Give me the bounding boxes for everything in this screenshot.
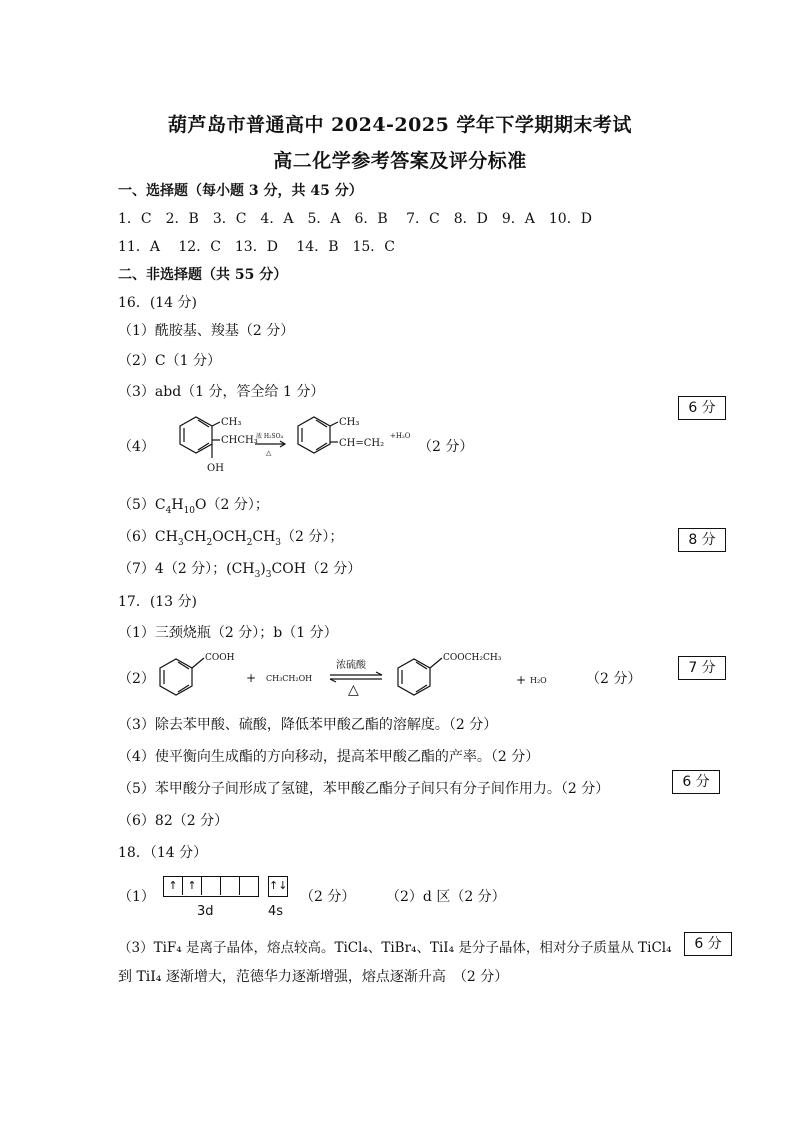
q16-delta: △ <box>266 449 272 457</box>
q17-plus-2: + <box>516 673 527 687</box>
q16-water: +H₂O <box>390 432 411 440</box>
q17-part6: （6）82（2 分） <box>118 813 229 829</box>
q17-water: H₂O <box>530 676 547 685</box>
benzene-ring-right <box>298 417 330 453</box>
orbital-4s-label: 4s <box>268 904 284 919</box>
q16-part4-label: （4） <box>118 439 155 455</box>
q17-score-box-1: 7 分 <box>678 656 726 680</box>
q17-esterification-scheme <box>150 648 590 708</box>
q17-ethanol: CH₃CH₂OH <box>266 674 313 683</box>
mc-answers-row2: 11．A 12．C 13．D 14．B 15．C <box>118 239 396 255</box>
q17-plus-1: + <box>246 671 257 685</box>
orbital-4s: ↑↓ <box>268 876 288 897</box>
q16-condition: 浓 H₂SO₄ <box>256 433 283 440</box>
q17-ester: COOCH₂CH₃ <box>443 653 502 663</box>
q18-part3-line1: （3）TiF₄ 是离子晶体，熔点较高。TiCl₄、TiBr₄、TiI₄ 是分子晶体，相对分子质量从 TiCl₄ <box>118 940 672 956</box>
q17-delta: △ <box>348 682 359 698</box>
q16-ch3-left: CH₃ <box>221 417 242 428</box>
q16-part6: $(6)CH_3CH_2OCH_2CH_3(2$ 分）； <box>118 529 344 548</box>
q18-part3-line2: 到 TiI₄ 逐渐增大，范德华力逐渐增强，熔点逐渐升高 （2 分） <box>118 969 509 985</box>
q18-score-box-1: 6 分 <box>684 932 732 956</box>
q17-part3: （3）除去苯甲酸、硫酸，降低苯甲酸乙酯的溶解度。（2 分） <box>118 717 498 733</box>
q18-header: 18．（14 分） <box>118 845 208 861</box>
q18-part1-label: （1） <box>118 889 155 905</box>
q17-score-box-2: 6 分 <box>672 770 720 794</box>
q16-chch3: CHCH₃ <box>221 435 258 446</box>
q16-score-box-1: 6 分 <box>678 396 726 420</box>
q17-part2-label: （2） <box>118 671 155 687</box>
q16-part5: $(5)C_4H_{10}O(2$ 分）； <box>118 497 269 516</box>
section1-heading: 一、选择题（每小题 3 分，共 45 分） <box>118 183 363 199</box>
q17-part2-score: （2 分） <box>586 671 642 687</box>
exam-subtitle: 高二化学参考答案及评分标准 <box>273 150 527 172</box>
q16-part7: （7）4（2 分）；$(CH_3)_3COH(2$ 分） <box>118 561 362 580</box>
q16-chch2: CH=CH₂ <box>339 438 385 449</box>
q16-part2: （2）C（1 分） <box>118 353 221 369</box>
q16-part1: （1）酰胺基、羧基（2 分） <box>118 323 295 339</box>
q17-part5: （5）苯甲酸分子间形成了氢键，苯甲酸乙酯分子间只有分子间作用力。（2 分） <box>118 781 610 797</box>
section2-heading: 二、非选择题（共 55 分） <box>118 267 288 283</box>
q16-header: 16．(14 分) <box>118 295 198 311</box>
orbital-3d-label: 3d <box>197 904 214 919</box>
q16-ch3-right: CH₃ <box>339 417 360 428</box>
q17-header: 17．(13 分) <box>118 594 198 610</box>
q17-part4: （4）使平衡向生成酯的方向移动，提高苯甲酸乙酯的产率。（2 分） <box>118 749 540 765</box>
q16-part4-score: （2 分） <box>418 439 474 455</box>
q18-part2: （2）d 区（2 分） <box>386 889 506 905</box>
exam-title: 葫芦岛市普通高中 2024-2025 学年下学期期末考试 <box>168 114 632 136</box>
q16-part3: （3）abd（1 分，答全给 1 分） <box>118 384 325 400</box>
q16-score-box-2: 8 分 <box>678 528 726 552</box>
benzene-ring-left <box>180 417 212 453</box>
orbital-3d: ↑ ↑ <box>163 876 259 897</box>
q17-condition: 浓硫酸 <box>336 660 366 671</box>
q17-part1: （1）三颈烧瓶（2 分）；b（1 分） <box>118 625 338 641</box>
q17-cooh: COOH <box>205 653 235 663</box>
mc-answers-row1: 1．C 2．B 3．C 4．A 5．A 6．B 7．C 8．D 9．A 10．D <box>118 211 592 227</box>
q18-part1-score: （2 分） <box>300 889 356 905</box>
q16-reaction-scheme <box>160 408 420 476</box>
q16-oh: OH <box>207 463 224 474</box>
